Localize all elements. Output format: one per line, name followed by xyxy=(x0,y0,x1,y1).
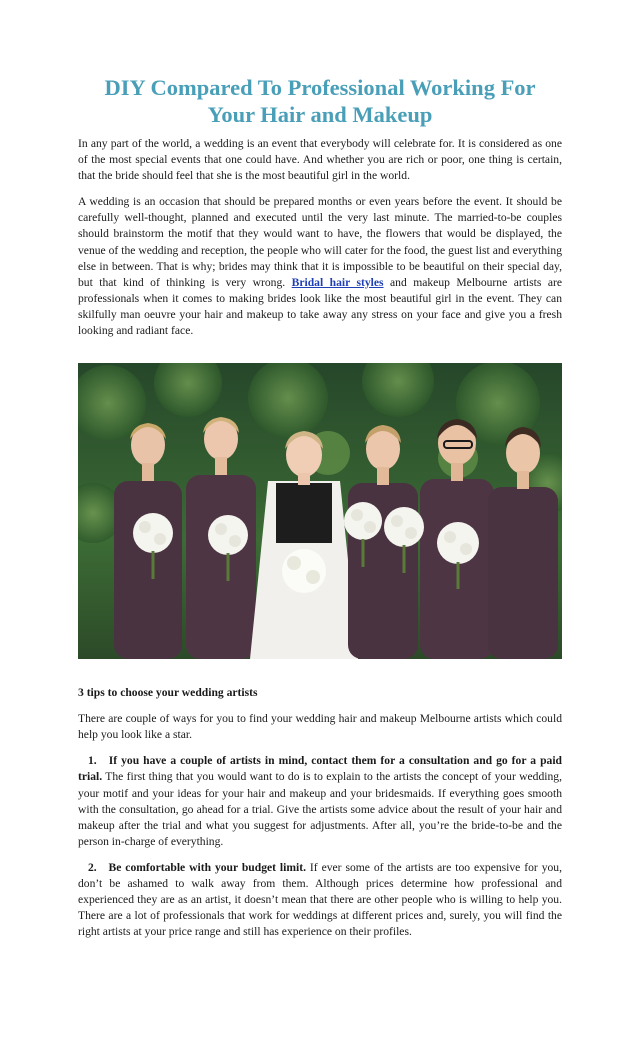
intro-paragraph-2 xyxy=(78,194,562,339)
tips-intro: There are couple of ways for you to find your wedding hair and makeup Melbourne artists which could help you look like a star. xyxy=(78,712,562,742)
bridal-party-illustration xyxy=(78,363,562,659)
tip-number: 1. xyxy=(88,754,97,768)
tips-heading: 3 tips to choose your wedding artists xyxy=(78,686,258,700)
document-page xyxy=(78,74,562,940)
intro-paragraph-1: In any part of the world, a wedding is an event that everybody will celebrate for. It is considered as one of the most special events that one could have. And whether you are rich or poor, one thing is certain, that the bride should feel that she is the most beautiful girl in the world. xyxy=(78,137,562,183)
intro-p2-text-before: A wedding is an occasion that should be prepared months or even years before the event. It should be carefully well-thought, planned and executed until the very last minute. The married-to-be couples should brainstorm the motif that they would want to have, the flowers that would be displayed, the venue of the wedding and reception, the people who will cater for the food, the guest list and everything else in between. That is why; brides may think that it is impossible to be beautiful on their special day, but that kind of thinking is very wrong. xyxy=(78,195,562,289)
tip-body: The first thing that you would want to do is to explain to the artists the concept of your wedding, your motif and your ideas for your hair and makeup and your bridesmaids. If everything goes smooth with the consultation, go ahead for a trial. Give the artists some advice about the result of your hair and makeup after the trial and what you suggest for adjustments. After all, you’re the bride-to-be and the person in-charge of everything. xyxy=(78,770,562,848)
tip-number: 2. xyxy=(88,860,97,874)
title-line-2: Your Hair and Makeup xyxy=(207,102,433,127)
tip-lead: Be comfortable with your budget limit. xyxy=(108,860,306,874)
title-line-1: DIY Compared To Professional Working For xyxy=(104,75,536,100)
intro-p2-text-after: and makeup Melbourne artists are professionals when it comes to making brides look like the most beautiful girl in the event. They can skilfully man oeuvre your hair and makeup to take away any stress on your face and give you a fresh looking and radiant face. xyxy=(78,275,562,338)
tip-body: If ever some of the artists are too expensive for you, don’t be ashamed to walk away from them. Although prices determine how professional and experienced they are as an artist, it doesn’t mean that there are other people who is willing to help you. There are a lot of professionals that work for weddings at different prices and, surely, you will find the right artists at your price range and still has experience on their profiles. xyxy=(78,860,562,939)
page-title xyxy=(78,74,562,128)
tip-lead: If you have a couple of artists in mind, contact them for a consultation and go for a paid trial. xyxy=(78,754,562,784)
bridal-hair-styles-link[interactable]: Bridal hair styles xyxy=(291,275,384,289)
tip-item xyxy=(78,860,562,940)
tip-item xyxy=(78,753,562,850)
bridal-party-photo xyxy=(78,363,562,659)
